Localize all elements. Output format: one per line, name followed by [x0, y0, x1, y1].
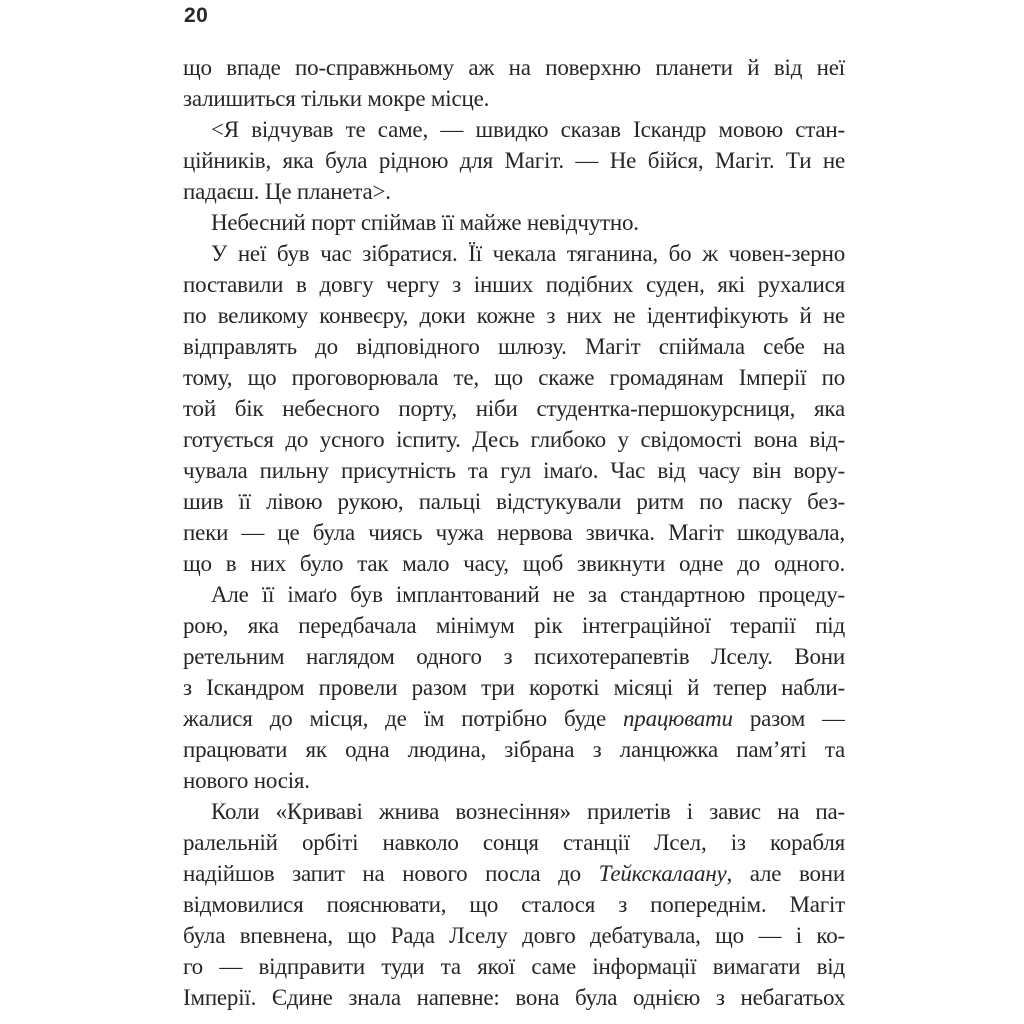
text-segment: з Іскандром провели разом три короткі місяці й тепер набли-	[183, 675, 845, 700]
text-segment: працювати як одна людина, зібрана з ланцюжка пам’яті та	[183, 737, 845, 762]
text-line	[183, 982, 845, 1013]
text-segment: була впевнена, що Рада Лселу довго дебатувала, що — і ко-	[183, 923, 845, 948]
text-segment: , але вони	[726, 861, 845, 886]
text-line	[183, 52, 845, 83]
text-segment: що в них було так мало часу, щоб звикнути одне до одного.	[183, 551, 845, 576]
text-segment: нового носія.	[183, 768, 310, 793]
text-line	[183, 145, 845, 176]
text-segment: залишиться тільки мокре місце.	[183, 86, 490, 111]
page-number: 20	[184, 4, 209, 27]
text-line	[183, 331, 845, 362]
text-segment: У неї був час зібратися. Її чекала тяганина, бо ж човен-зерно	[211, 241, 845, 266]
text-segment: пеки — це була чиясь чужа нервова звичка. Магіт шкодувала,	[183, 520, 845, 545]
text-segment: жалися до місця, де їм потрібно буде	[183, 706, 623, 731]
text-line	[183, 548, 845, 579]
text-segment: рою, яка передбачала мінімум рік інтеграційної терапії під	[183, 613, 845, 638]
text-segment: Коли «Криваві жнива вознесіння» прилетів і завис на па-	[211, 799, 845, 824]
text-line	[183, 672, 845, 703]
text-line	[183, 455, 845, 486]
text-segment: тому, що проговорювала те, що скаже громадянам Імперії по	[183, 365, 845, 390]
text-line	[183, 176, 845, 207]
text-line	[183, 362, 845, 393]
text-segment: відмовилися пояснювати, що сталося з попереднім. Магіт	[183, 892, 845, 917]
text-line	[183, 393, 845, 424]
text-segment: той бік небесного порту, ніби студентка-першокурсниця, яка	[183, 396, 845, 421]
text-line	[183, 114, 845, 145]
text-segment: по великому конвеєру, доки кожне з них не ідентифікують й не	[183, 303, 845, 328]
text-line	[183, 734, 845, 765]
text-line	[183, 207, 845, 238]
text-segment: Імперії. Єдине знала напевне: вона була однією з небагатьох	[183, 985, 845, 1010]
text-line	[183, 920, 845, 951]
text-segment: Але її імаґо був імплантований не за стандартною процеду-	[211, 582, 845, 607]
text-line	[183, 641, 845, 672]
text-segment: <Я відчував те саме, — швидко сказав Іскандр мовою стан-	[211, 117, 845, 142]
text-line	[183, 889, 845, 920]
text-line	[183, 827, 845, 858]
text-line	[183, 858, 845, 889]
text-segment: падаєш. Це планета>.	[183, 179, 391, 204]
text-segment: ційників, яка була рідною для Магіт. — Не бійся, Магіт. Ти не	[183, 148, 845, 173]
text-segment: чувала пильну присутність та гул імаґо. Час від часу він вору-	[183, 458, 845, 483]
text-line	[183, 238, 845, 269]
text-segment: ралельній орбіті навколо сонця станції Лсел, із корабля	[183, 830, 845, 855]
text-line	[183, 579, 845, 610]
text-line	[183, 83, 845, 114]
text-line	[183, 765, 845, 796]
text-line	[183, 610, 845, 641]
text-line	[183, 951, 845, 982]
italic-text-segment: працювати	[622, 706, 733, 731]
text-segment: го — відправити туди та якої саме інформації вимагати від	[183, 954, 845, 979]
text-segment: відправлять до відповідного шлюзу. Магіт спіймала себе на	[183, 334, 845, 359]
text-line	[183, 269, 845, 300]
text-line	[183, 424, 845, 455]
page-text	[183, 52, 845, 1013]
text-segment: готується до усного іспиту. Десь глибоко у свідомості вона від-	[183, 427, 845, 452]
text-line	[183, 300, 845, 331]
text-segment: Небесний порт спіймав її майже невідчутно.	[211, 210, 639, 235]
text-segment: надійшов запит на нового посла до	[183, 861, 599, 886]
text-line	[183, 796, 845, 827]
text-line	[183, 486, 845, 517]
text-segment: що впаде по-справжньому аж на поверхню планети й від неї	[183, 55, 845, 80]
text-line	[183, 703, 845, 734]
text-segment: ретельним наглядом одного з психотерапевтів Лселу. Вони	[183, 644, 845, 669]
text-line	[183, 517, 845, 548]
text-segment: шив її лівою рукою, пальці відстукували ритм по паску без-	[183, 489, 845, 514]
italic-text-segment: Тейкскалаану	[598, 861, 727, 886]
text-segment: разом —	[732, 706, 845, 731]
text-segment: поставили в довгу чергу з інших подібних суден, які рухалися	[183, 272, 845, 297]
